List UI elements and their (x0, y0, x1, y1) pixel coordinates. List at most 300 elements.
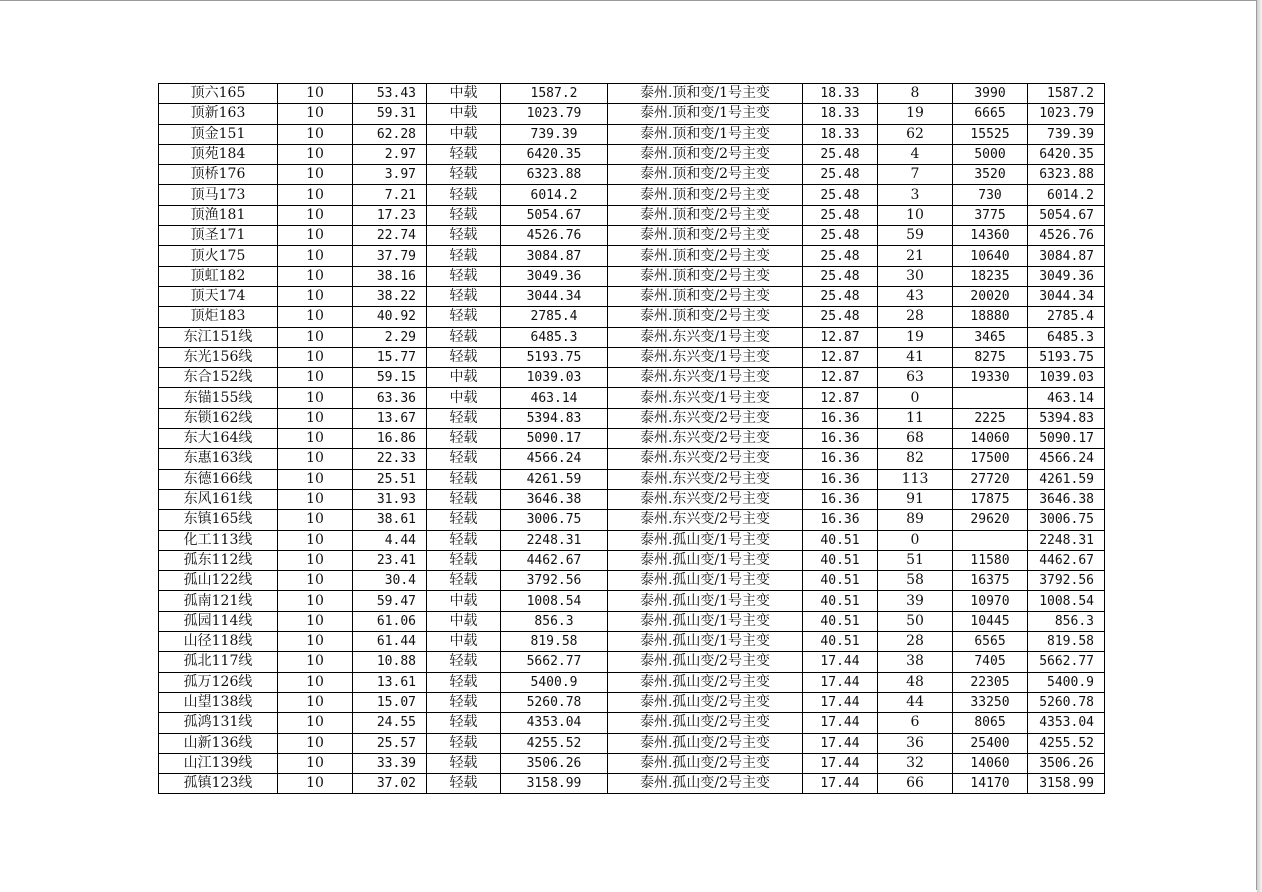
line-name-cell: 东风161线 (159, 489, 278, 509)
transformer-rate-cell: 12.87 (803, 368, 878, 388)
capacity-cell: 1587.2 (501, 84, 608, 104)
table-row (159, 733, 1105, 753)
load-rate-cell: 38.16 (353, 266, 427, 286)
table-row (159, 205, 1105, 225)
transformer-cell: 泰州.孤山变/2号主变 (608, 753, 803, 773)
capacity-cell: 1039.03 (501, 368, 608, 388)
voltage-cell: 10 (278, 327, 353, 347)
transformer-rate-cell: 25.48 (803, 226, 878, 246)
voltage-cell: 10 (278, 205, 353, 225)
voltage-cell: 10 (278, 469, 353, 489)
user-count-cell: 28 (878, 632, 953, 652)
available-capacity-cell: 3084.87 (1028, 246, 1105, 266)
available-capacity-cell: 3049.36 (1028, 266, 1105, 286)
line-name-cell: 东惠163线 (159, 449, 278, 469)
transformer-rate-cell: 16.36 (803, 408, 878, 428)
load-rate-cell: 37.79 (353, 246, 427, 266)
load-rate-cell: 59.15 (353, 368, 427, 388)
transformer-cell: 泰州.东兴变/2号主变 (608, 429, 803, 449)
transformer-rate-cell: 16.36 (803, 469, 878, 489)
available-capacity-cell: 5054.67 (1028, 205, 1105, 225)
transformer-cell: 泰州.东兴变/1号主变 (608, 388, 803, 408)
table-row (159, 774, 1105, 794)
line-name-cell: 山新136线 (159, 733, 278, 753)
load-level-cell: 轻载 (427, 733, 501, 753)
voltage-cell: 10 (278, 672, 353, 692)
user-count-cell: 30 (878, 266, 953, 286)
line-name-cell: 山江139线 (159, 753, 278, 773)
table-row (159, 84, 1105, 104)
table-row (159, 652, 1105, 672)
user-count-cell: 44 (878, 692, 953, 712)
load-rate-cell: 53.43 (353, 84, 427, 104)
capacity-cell: 4566.24 (501, 449, 608, 469)
user-capacity-cell: 3990 (953, 84, 1028, 104)
load-rate-cell: 2.29 (353, 327, 427, 347)
user-count-cell: 8 (878, 84, 953, 104)
transformer-cell: 泰州.顶和变/2号主变 (608, 266, 803, 286)
available-capacity-cell: 6014.2 (1028, 185, 1105, 205)
table-row (159, 510, 1105, 530)
user-capacity-cell: 14060 (953, 429, 1028, 449)
user-capacity-cell: 10970 (953, 591, 1028, 611)
user-capacity-cell: 25400 (953, 733, 1028, 753)
user-count-cell: 68 (878, 429, 953, 449)
user-count-cell: 19 (878, 104, 953, 124)
load-rate-cell: 63.36 (353, 388, 427, 408)
transformer-rate-cell: 25.48 (803, 266, 878, 286)
load-rate-cell: 24.55 (353, 713, 427, 733)
transformer-rate-cell: 25.48 (803, 205, 878, 225)
transformer-rate-cell: 40.51 (803, 591, 878, 611)
transformer-cell: 泰州.东兴变/2号主变 (608, 408, 803, 428)
load-rate-cell: 25.57 (353, 733, 427, 753)
capacity-cell: 739.39 (501, 124, 608, 144)
available-capacity-cell: 6323.88 (1028, 165, 1105, 185)
transformer-rate-cell: 17.44 (803, 672, 878, 692)
transformer-rate-cell: 16.36 (803, 489, 878, 509)
capacity-cell: 463.14 (501, 388, 608, 408)
transformer-cell: 泰州.孤山变/2号主变 (608, 652, 803, 672)
load-rate-cell: 13.67 (353, 408, 427, 428)
load-rate-cell: 59.31 (353, 104, 427, 124)
load-rate-cell: 16.86 (353, 429, 427, 449)
user-count-cell: 39 (878, 591, 953, 611)
voltage-cell: 10 (278, 165, 353, 185)
load-rate-cell: 40.92 (353, 307, 427, 327)
transformer-cell: 泰州.顶和变/2号主变 (608, 307, 803, 327)
feeder-load-table (158, 83, 1105, 794)
transformer-cell: 泰州.顶和变/2号主变 (608, 144, 803, 164)
transformer-rate-cell: 17.44 (803, 692, 878, 712)
load-level-cell: 轻载 (427, 652, 501, 672)
transformer-cell: 泰州.孤山变/2号主变 (608, 733, 803, 753)
voltage-cell: 10 (278, 733, 353, 753)
table-row (159, 104, 1105, 124)
table-row (159, 449, 1105, 469)
voltage-cell: 10 (278, 652, 353, 672)
user-count-cell: 0 (878, 530, 953, 550)
transformer-rate-cell: 40.51 (803, 550, 878, 570)
capacity-cell: 2785.4 (501, 307, 608, 327)
line-name-cell: 化工113线 (159, 530, 278, 550)
available-capacity-cell: 5090.17 (1028, 429, 1105, 449)
capacity-cell: 4353.04 (501, 713, 608, 733)
load-rate-cell: 25.51 (353, 469, 427, 489)
capacity-cell: 4261.59 (501, 469, 608, 489)
available-capacity-cell: 4255.52 (1028, 733, 1105, 753)
available-capacity-cell: 4566.24 (1028, 449, 1105, 469)
available-capacity-cell: 6485.3 (1028, 327, 1105, 347)
user-capacity-cell: 29620 (953, 510, 1028, 530)
voltage-cell: 10 (278, 550, 353, 570)
capacity-cell: 6485.3 (501, 327, 608, 347)
available-capacity-cell: 4353.04 (1028, 713, 1105, 733)
table-row (159, 327, 1105, 347)
user-capacity-cell: 3775 (953, 205, 1028, 225)
table-row (159, 226, 1105, 246)
load-level-cell: 轻载 (427, 713, 501, 733)
transformer-rate-cell: 17.44 (803, 713, 878, 733)
voltage-cell: 10 (278, 307, 353, 327)
capacity-cell: 856.3 (501, 611, 608, 631)
load-level-cell: 轻载 (427, 510, 501, 530)
capacity-cell: 5090.17 (501, 429, 608, 449)
voltage-cell: 10 (278, 388, 353, 408)
user-capacity-cell: 17500 (953, 449, 1028, 469)
capacity-cell: 5400.9 (501, 672, 608, 692)
user-count-cell: 63 (878, 368, 953, 388)
line-name-cell: 顶六165 (159, 84, 278, 104)
load-level-cell: 中载 (427, 124, 501, 144)
user-count-cell: 43 (878, 286, 953, 306)
available-capacity-cell: 739.39 (1028, 124, 1105, 144)
user-capacity-cell: 730 (953, 185, 1028, 205)
line-name-cell: 山径118线 (159, 632, 278, 652)
user-count-cell: 11 (878, 408, 953, 428)
transformer-cell: 泰州.顶和变/2号主变 (608, 286, 803, 306)
user-count-cell: 113 (878, 469, 953, 489)
capacity-cell: 1023.79 (501, 104, 608, 124)
available-capacity-cell: 5662.77 (1028, 652, 1105, 672)
voltage-cell: 10 (278, 753, 353, 773)
line-name-cell: 顶马173 (159, 185, 278, 205)
voltage-cell: 10 (278, 408, 353, 428)
table-row (159, 753, 1105, 773)
transformer-rate-cell: 18.33 (803, 84, 878, 104)
transformer-rate-cell: 18.33 (803, 124, 878, 144)
line-name-cell: 孤镇123线 (159, 774, 278, 794)
user-count-cell: 4 (878, 144, 953, 164)
table-row (159, 713, 1105, 733)
user-capacity-cell: 14170 (953, 774, 1028, 794)
line-name-cell: 东锚155线 (159, 388, 278, 408)
table-row (159, 408, 1105, 428)
load-rate-cell: 22.33 (353, 449, 427, 469)
capacity-cell: 2248.31 (501, 530, 608, 550)
user-count-cell: 58 (878, 571, 953, 591)
transformer-cell: 泰州.顶和变/1号主变 (608, 84, 803, 104)
transformer-cell: 泰州.顶和变/2号主变 (608, 226, 803, 246)
table-row (159, 124, 1105, 144)
transformer-rate-cell: 40.51 (803, 571, 878, 591)
available-capacity-cell: 5394.83 (1028, 408, 1105, 428)
voltage-cell: 10 (278, 84, 353, 104)
page-edge-shadow (1257, 0, 1262, 892)
capacity-cell: 6014.2 (501, 185, 608, 205)
transformer-rate-cell: 40.51 (803, 530, 878, 550)
load-level-cell: 轻载 (427, 550, 501, 570)
transformer-cell: 泰州.东兴变/2号主变 (608, 469, 803, 489)
transformer-cell: 泰州.孤山变/2号主变 (608, 692, 803, 712)
load-level-cell: 轻载 (427, 530, 501, 550)
available-capacity-cell: 1008.54 (1028, 591, 1105, 611)
voltage-cell: 10 (278, 449, 353, 469)
load-level-cell: 轻载 (427, 347, 501, 367)
user-capacity-cell: 5000 (953, 144, 1028, 164)
user-capacity-cell: 19330 (953, 368, 1028, 388)
transformer-cell: 泰州.孤山变/1号主变 (608, 571, 803, 591)
table-row (159, 144, 1105, 164)
capacity-cell: 6420.35 (501, 144, 608, 164)
load-level-cell: 轻载 (427, 327, 501, 347)
transformer-cell: 泰州.顶和变/1号主变 (608, 124, 803, 144)
available-capacity-cell: 2248.31 (1028, 530, 1105, 550)
transformer-rate-cell: 12.87 (803, 327, 878, 347)
transformer-rate-cell: 17.44 (803, 753, 878, 773)
line-name-cell: 东合152线 (159, 368, 278, 388)
user-capacity-cell: 18235 (953, 266, 1028, 286)
table-row (159, 692, 1105, 712)
load-rate-cell: 22.74 (353, 226, 427, 246)
load-level-cell: 轻载 (427, 185, 501, 205)
load-level-cell: 轻载 (427, 286, 501, 306)
load-level-cell: 轻载 (427, 246, 501, 266)
line-name-cell: 顶苑184 (159, 144, 278, 164)
transformer-cell: 泰州.顶和变/2号主变 (608, 205, 803, 225)
available-capacity-cell: 3158.99 (1028, 774, 1105, 794)
user-count-cell: 21 (878, 246, 953, 266)
load-level-cell: 中载 (427, 632, 501, 652)
load-rate-cell: 2.97 (353, 144, 427, 164)
user-count-cell: 48 (878, 672, 953, 692)
capacity-cell: 3158.99 (501, 774, 608, 794)
user-count-cell: 62 (878, 124, 953, 144)
table-row (159, 165, 1105, 185)
user-capacity-cell: 11580 (953, 550, 1028, 570)
table-row (159, 286, 1105, 306)
available-capacity-cell: 2785.4 (1028, 307, 1105, 327)
user-count-cell: 28 (878, 307, 953, 327)
user-capacity-cell: 14360 (953, 226, 1028, 246)
capacity-cell: 3006.75 (501, 510, 608, 530)
user-count-cell: 66 (878, 774, 953, 794)
available-capacity-cell: 6420.35 (1028, 144, 1105, 164)
load-level-cell: 中载 (427, 84, 501, 104)
available-capacity-cell: 3044.34 (1028, 286, 1105, 306)
load-level-cell: 轻载 (427, 408, 501, 428)
line-name-cell: 顶虹182 (159, 266, 278, 286)
table-row (159, 591, 1105, 611)
capacity-cell: 5193.75 (501, 347, 608, 367)
voltage-cell: 10 (278, 489, 353, 509)
load-level-cell: 轻载 (427, 307, 501, 327)
load-level-cell: 中载 (427, 388, 501, 408)
load-level-cell: 轻载 (427, 692, 501, 712)
user-capacity-cell: 3520 (953, 165, 1028, 185)
load-rate-cell: 3.97 (353, 165, 427, 185)
transformer-rate-cell: 16.36 (803, 510, 878, 530)
load-rate-cell: 62.28 (353, 124, 427, 144)
voltage-cell: 10 (278, 510, 353, 530)
load-level-cell: 轻载 (427, 429, 501, 449)
capacity-cell: 3049.36 (501, 266, 608, 286)
user-capacity-cell: 3465 (953, 327, 1028, 347)
load-level-cell: 轻载 (427, 489, 501, 509)
available-capacity-cell: 3506.26 (1028, 753, 1105, 773)
user-capacity-cell: 8065 (953, 713, 1028, 733)
transformer-cell: 泰州.孤山变/1号主变 (608, 611, 803, 631)
user-count-cell: 0 (878, 388, 953, 408)
transformer-rate-cell: 40.51 (803, 611, 878, 631)
available-capacity-cell: 3646.38 (1028, 489, 1105, 509)
voltage-cell: 10 (278, 226, 353, 246)
load-level-cell: 轻载 (427, 753, 501, 773)
available-capacity-cell: 856.3 (1028, 611, 1105, 631)
load-level-cell: 轻载 (427, 266, 501, 286)
transformer-rate-cell: 17.44 (803, 652, 878, 672)
load-level-cell: 中载 (427, 368, 501, 388)
load-rate-cell: 4.44 (353, 530, 427, 550)
line-name-cell: 顶天174 (159, 286, 278, 306)
line-name-cell: 孤北117线 (159, 652, 278, 672)
voltage-cell: 10 (278, 246, 353, 266)
user-count-cell: 59 (878, 226, 953, 246)
capacity-cell: 3044.34 (501, 286, 608, 306)
user-capacity-cell: 17875 (953, 489, 1028, 509)
line-name-cell: 东光156线 (159, 347, 278, 367)
load-rate-cell: 7.21 (353, 185, 427, 205)
line-name-cell: 顶火175 (159, 246, 278, 266)
line-name-cell: 东镇165线 (159, 510, 278, 530)
capacity-cell: 3506.26 (501, 753, 608, 773)
transformer-cell: 泰州.孤山变/1号主变 (608, 550, 803, 570)
voltage-cell: 10 (278, 692, 353, 712)
user-count-cell: 82 (878, 449, 953, 469)
transformer-cell: 泰州.孤山变/2号主变 (608, 713, 803, 733)
user-capacity-cell (953, 530, 1028, 550)
transformer-rate-cell: 17.44 (803, 733, 878, 753)
user-capacity-cell: 18880 (953, 307, 1028, 327)
capacity-cell: 3084.87 (501, 246, 608, 266)
user-capacity-cell: 6665 (953, 104, 1028, 124)
load-level-cell: 轻载 (427, 774, 501, 794)
transformer-cell: 泰州.顶和变/2号主变 (608, 246, 803, 266)
table-body (159, 84, 1105, 794)
user-capacity-cell: 33250 (953, 692, 1028, 712)
user-capacity-cell (953, 388, 1028, 408)
available-capacity-cell: 3792.56 (1028, 571, 1105, 591)
line-name-cell: 孤万126线 (159, 672, 278, 692)
load-rate-cell: 30.4 (353, 571, 427, 591)
table-row (159, 469, 1105, 489)
load-rate-cell: 38.22 (353, 286, 427, 306)
user-count-cell: 91 (878, 489, 953, 509)
line-name-cell: 东江151线 (159, 327, 278, 347)
transformer-cell: 泰州.孤山变/1号主变 (608, 632, 803, 652)
load-level-cell: 中载 (427, 591, 501, 611)
table-row (159, 307, 1105, 327)
user-capacity-cell: 6565 (953, 632, 1028, 652)
load-level-cell: 轻载 (427, 672, 501, 692)
voltage-cell: 10 (278, 774, 353, 794)
transformer-rate-cell: 25.48 (803, 307, 878, 327)
load-rate-cell: 33.39 (353, 753, 427, 773)
transformer-rate-cell: 25.48 (803, 165, 878, 185)
table-row (159, 530, 1105, 550)
line-name-cell: 东大164线 (159, 429, 278, 449)
load-level-cell: 轻载 (427, 571, 501, 591)
voltage-cell: 10 (278, 429, 353, 449)
user-capacity-cell: 20020 (953, 286, 1028, 306)
capacity-cell: 4526.76 (501, 226, 608, 246)
user-count-cell: 51 (878, 550, 953, 570)
load-rate-cell: 59.47 (353, 591, 427, 611)
transformer-rate-cell: 16.36 (803, 449, 878, 469)
voltage-cell: 10 (278, 347, 353, 367)
load-level-cell: 轻载 (427, 144, 501, 164)
available-capacity-cell: 4462.67 (1028, 550, 1105, 570)
voltage-cell: 10 (278, 591, 353, 611)
line-name-cell: 孤南121线 (159, 591, 278, 611)
transformer-cell: 泰州.东兴变/2号主变 (608, 449, 803, 469)
transformer-cell: 泰州.东兴变/1号主变 (608, 327, 803, 347)
load-level-cell: 轻载 (427, 469, 501, 489)
transformer-rate-cell: 12.87 (803, 347, 878, 367)
user-count-cell: 89 (878, 510, 953, 530)
user-count-cell: 10 (878, 205, 953, 225)
available-capacity-cell: 463.14 (1028, 388, 1105, 408)
load-rate-cell: 61.44 (353, 632, 427, 652)
voltage-cell: 10 (278, 368, 353, 388)
capacity-cell: 5054.67 (501, 205, 608, 225)
user-capacity-cell: 8275 (953, 347, 1028, 367)
table-row (159, 347, 1105, 367)
table-row (159, 632, 1105, 652)
voltage-cell: 10 (278, 530, 353, 550)
load-level-cell: 轻载 (427, 205, 501, 225)
load-rate-cell: 10.88 (353, 652, 427, 672)
load-rate-cell: 15.77 (353, 347, 427, 367)
voltage-cell: 10 (278, 286, 353, 306)
line-name-cell: 顶圣171 (159, 226, 278, 246)
capacity-cell: 4462.67 (501, 550, 608, 570)
available-capacity-cell: 3006.75 (1028, 510, 1105, 530)
transformer-cell: 泰州.孤山变/1号主变 (608, 591, 803, 611)
table-row (159, 571, 1105, 591)
capacity-cell: 3792.56 (501, 571, 608, 591)
line-name-cell: 孤园114线 (159, 611, 278, 631)
load-rate-cell: 37.02 (353, 774, 427, 794)
capacity-cell: 4255.52 (501, 733, 608, 753)
user-count-cell: 7 (878, 165, 953, 185)
capacity-cell: 5394.83 (501, 408, 608, 428)
user-capacity-cell: 16375 (953, 571, 1028, 591)
voltage-cell: 10 (278, 144, 353, 164)
user-count-cell: 6 (878, 713, 953, 733)
transformer-rate-cell: 25.48 (803, 144, 878, 164)
available-capacity-cell: 5400.9 (1028, 672, 1105, 692)
